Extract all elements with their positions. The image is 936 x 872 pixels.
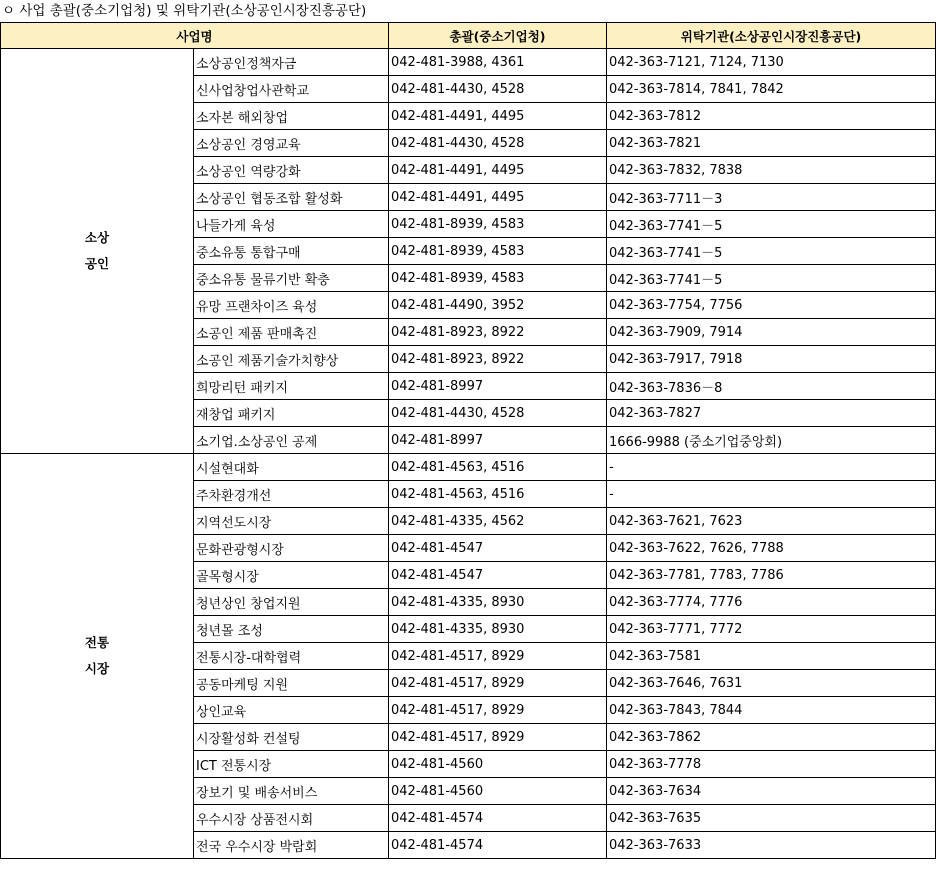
header-agency: 위탁기관(소상공인시장진흥공단) [607, 23, 936, 49]
project-name-cell: 소상공인 경영교육 [194, 130, 389, 157]
project-name-cell: 신사업창업사관학교 [194, 76, 389, 103]
hq-phone-cell: 042-481-4560 [389, 751, 607, 778]
table-row [1, 454, 936, 481]
hq-phone-cell: 042-481-4430, 4528 [389, 130, 607, 157]
project-name-cell: 소상공인 협동조합 활성화 [194, 184, 389, 211]
agency-phone-cell: 042-363-7121, 7124, 7130 [607, 49, 936, 76]
agency-phone-cell: 042-363-7843, 7844 [607, 697, 936, 724]
project-name-cell: 상인교육 [194, 697, 389, 724]
hq-phone-cell: 042-481-4547 [389, 535, 607, 562]
agency-phone-cell: 042-363-7581 [607, 643, 936, 670]
agency-phone-cell: 042-363-7812 [607, 103, 936, 130]
agency-phone-cell: 042-363-7741－5 [607, 211, 936, 238]
hq-phone-cell: 042-481-8997 [389, 373, 607, 400]
hq-phone-cell: 042-481-8997 [389, 427, 607, 454]
project-name-cell: 중소유통 물류기반 확충 [194, 265, 389, 292]
document-title: ㅇ 사업 총괄(중소기업청) 및 위탁기관(소상공인시장진흥공단) [2, 3, 367, 19]
hq-phone-cell: 042-481-4517, 8929 [389, 670, 607, 697]
project-name-cell: 소공인 제품기술가치향상 [194, 346, 389, 373]
project-name-cell: 공동마케팅 지원 [194, 670, 389, 697]
project-name-cell: 소상공인정책자금 [194, 49, 389, 76]
hq-phone-cell: 042-481-8923, 8922 [389, 319, 607, 346]
hq-phone-cell: 042-481-4563, 4516 [389, 454, 607, 481]
agency-phone-cell: 042-363-7621, 7623 [607, 508, 936, 535]
agency-phone-cell: 1666-9988 (중소기업중앙회) [607, 427, 936, 454]
hq-phone-cell: 042-481-4517, 8929 [389, 643, 607, 670]
agency-phone-cell: 042-363-7814, 7841, 7842 [607, 76, 936, 103]
agency-phone-cell: 042-363-7741－5 [607, 238, 936, 265]
project-name-cell: 시설현대화 [194, 454, 389, 481]
agency-phone-cell: 042-363-7646, 7631 [607, 670, 936, 697]
hq-phone-cell: 042-481-4517, 8929 [389, 724, 607, 751]
agency-phone-cell: 042-363-7836－8 [607, 373, 936, 400]
contact-table [0, 22, 936, 859]
hq-phone-cell: 042-481-4335, 4562 [389, 508, 607, 535]
hq-phone-cell: 042-481-4491, 4495 [389, 157, 607, 184]
hq-phone-cell: 042-481-4574 [389, 832, 607, 859]
category-label: 공인 [84, 256, 110, 271]
category-label: 전통 [84, 635, 110, 650]
hq-phone-cell: 042-481-4491, 4495 [389, 184, 607, 211]
project-name-cell: 주차환경개선 [194, 481, 389, 508]
agency-phone-cell: 042-363-7821 [607, 130, 936, 157]
project-name-cell: 전국 우수시장 박람회 [194, 832, 389, 859]
agency-phone-cell: 042-363-7778 [607, 751, 936, 778]
hq-phone-cell: 042-481-4430, 4528 [389, 400, 607, 427]
header-project-name: 사업명 [1, 23, 389, 49]
category-label: 소상 [84, 230, 110, 245]
hq-phone-cell: 042-481-4430, 4528 [389, 76, 607, 103]
project-name-cell: 소자본 해외창업 [194, 103, 389, 130]
agency-phone-cell: 042-363-7622, 7626, 7788 [607, 535, 936, 562]
project-name-cell: 나들가게 육성 [194, 211, 389, 238]
agency-phone-cell: 042-363-7771, 7772 [607, 616, 936, 643]
agency-phone-cell: 042-363-7774, 7776 [607, 589, 936, 616]
agency-phone-cell: 042-363-7633 [607, 832, 936, 859]
project-name-cell: 우수시장 상품전시회 [194, 805, 389, 832]
table-row [1, 49, 936, 76]
hq-phone-cell: 042-481-4335, 8930 [389, 589, 607, 616]
project-name-cell: 소공인 제품 판매촉진 [194, 319, 389, 346]
project-name-cell: 장보기 및 배송서비스 [194, 778, 389, 805]
hq-phone-cell: 042-481-4490, 3952 [389, 292, 607, 319]
hq-phone-cell: 042-481-8923, 8922 [389, 346, 607, 373]
project-name-cell: 청년상인 창업지원 [194, 589, 389, 616]
category-cell [1, 49, 194, 454]
agency-phone-cell: 042-363-7741－5 [607, 265, 936, 292]
agency-phone-cell: - [607, 481, 936, 508]
hq-phone-cell: 042-481-4563, 4516 [389, 481, 607, 508]
hq-phone-cell: 042-481-8939, 4583 [389, 265, 607, 292]
project-name-cell: 골목형시장 [194, 562, 389, 589]
hq-phone-cell: 042-481-4574 [389, 805, 607, 832]
category-cell [1, 454, 194, 859]
table-body [1, 49, 936, 859]
project-name-cell: 문화관광형시장 [194, 535, 389, 562]
project-name-cell: 시장활성화 컨설팅 [194, 724, 389, 751]
project-name-cell: 소기업.소상공인 공제 [194, 427, 389, 454]
project-name-cell: 희망리턴 패키지 [194, 373, 389, 400]
agency-phone-cell: 042-363-7781, 7783, 7786 [607, 562, 936, 589]
header-hq: 총괄(중소기업청) [389, 23, 607, 49]
header-row [1, 23, 936, 49]
project-name-cell: 청년몰 조성 [194, 616, 389, 643]
agency-phone-cell: 042-363-7832, 7838 [607, 157, 936, 184]
project-name-cell: 소상공인 역량강화 [194, 157, 389, 184]
agency-phone-cell: 042-363-7634 [607, 778, 936, 805]
hq-phone-cell: 042-481-8939, 4583 [389, 238, 607, 265]
project-name-cell: ICT 전통시장 [194, 751, 389, 778]
agency-phone-cell: 042-363-7635 [607, 805, 936, 832]
project-name-cell: 재창업 패키지 [194, 400, 389, 427]
project-name-cell: 유망 프랜차이즈 육성 [194, 292, 389, 319]
agency-phone-cell: - [607, 454, 936, 481]
hq-phone-cell: 042-481-4335, 8930 [389, 616, 607, 643]
hq-phone-cell: 042-481-8939, 4583 [389, 211, 607, 238]
project-name-cell: 전통시장-대학협력 [194, 643, 389, 670]
hq-phone-cell: 042-481-4547 [389, 562, 607, 589]
agency-phone-cell: 042-363-7862 [607, 724, 936, 751]
category-label: 시장 [84, 661, 110, 676]
agency-phone-cell: 042-363-7917, 7918 [607, 346, 936, 373]
project-name-cell: 지역선도시장 [194, 508, 389, 535]
hq-phone-cell: 042-481-4560 [389, 778, 607, 805]
agency-phone-cell: 042-363-7827 [607, 400, 936, 427]
hq-phone-cell: 042-481-4491, 4495 [389, 103, 607, 130]
agency-phone-cell: 042-363-7909, 7914 [607, 319, 936, 346]
agency-phone-cell: 042-363-7711－3 [607, 184, 936, 211]
hq-phone-cell: 042-481-3988, 4361 [389, 49, 607, 76]
agency-phone-cell: 042-363-7754, 7756 [607, 292, 936, 319]
hq-phone-cell: 042-481-4517, 8929 [389, 697, 607, 724]
project-name-cell: 중소유통 통합구매 [194, 238, 389, 265]
